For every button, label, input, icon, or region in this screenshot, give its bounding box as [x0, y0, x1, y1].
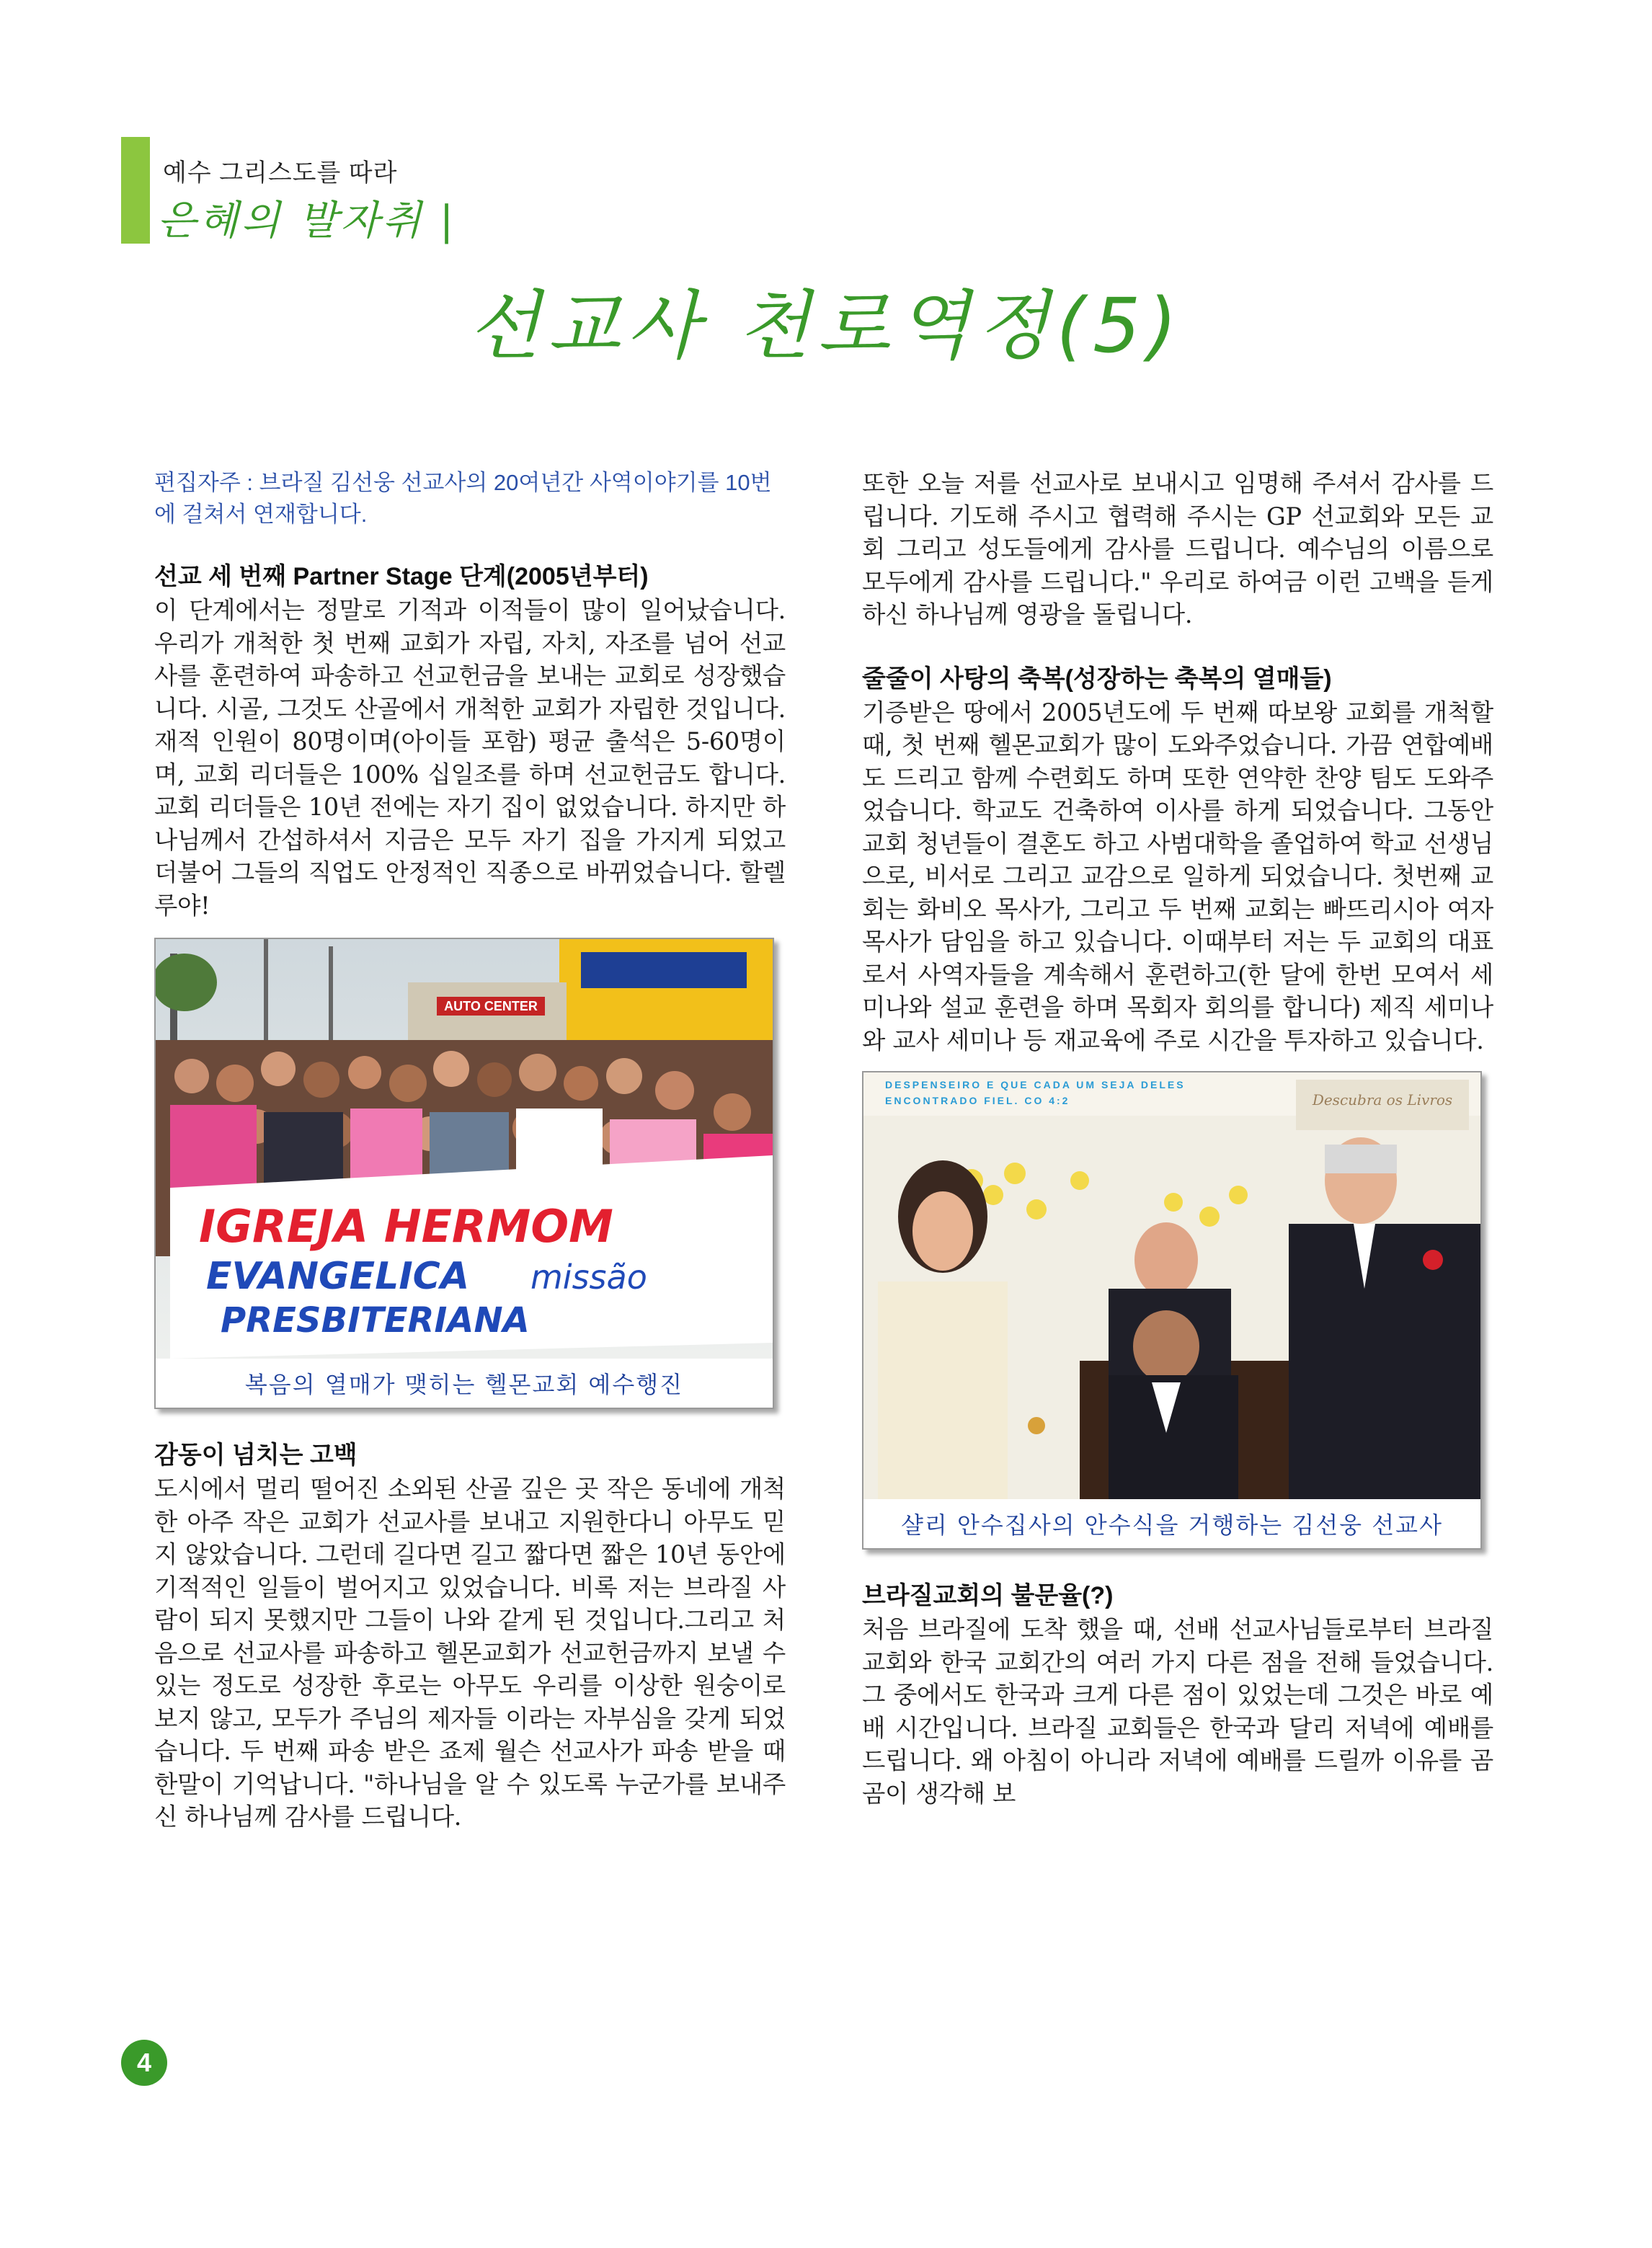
photo-caption: 샬리 안수집사의 안수식을 거행하는 김선웅 선교사 — [863, 1499, 1480, 1548]
right-column — [862, 467, 1493, 1810]
article-paragraph: 기증받은 땅에서 2005년도에 두 번째 따보왕 교회를 개척할 때, 첫 번째 헬몬교회가 많이 도와주었습니다. 가끔 연합예배도 드리고 함께 수련회도 하며 또한 연약한 찬양 팀도 도와주었습니다. 학교도 건축하여 이사를 하게 되었습니다. 그동안 교회 청년들이 결혼도 하고 사범대학을 졸업하여 학교 선생님으로, 비서로 그리고 교감으로 일하게 되었습니다. 첫번째 교회는 화비오 목사가, 그리고 두 번째 교회는 빠뜨리시아 여자 목사가 담임을 하고 있습니다. 이때부터 저는 두 교회의 대표로서 사역자들을 계속해서 훈련하고(한 달에 한번 모여서 세미나와 설교 훈련을 하며 목회자 회의를 합니다) 제직 세미나와 교사 세미나 등 재교육에 주로 시간을 투자하고 있습니다. — [862, 698, 1493, 1054]
ordination-photo-illustration — [863, 1072, 1480, 1499]
march-photo-illustration — [156, 939, 773, 1359]
auto-center-sign: AUTO CENTER — [444, 999, 538, 1013]
section-name: 은혜의 발자취 | — [157, 197, 457, 244]
editor-note: 편집자주 : 브라질 김선웅 선교사의 20여년간 사역이야기를 10번에 걸쳐서 연재합니다. — [154, 470, 772, 527]
march-photo-image — [156, 939, 773, 1359]
wall-text-line-2: ENCONTRADO FIEL. CO 4:2 — [885, 1095, 1070, 1106]
article-paragraph: 또한 오늘 저를 선교사로 보내시고 임명해 주셔서 감사를 드립니다. 기도해 주시고 협력해 주시는 GP 선교회와 모든 교회 그리고 성도들에게 감사를 드립니다. 예수님의 이름으로 모두에게 감사를 드립니다." 우리로 하여금 이런 고백을 듣게 하신 하나님께 영광을 돌립니다. — [862, 469, 1493, 628]
photo-caption: 복음의 열매가 맺히는 헬몬교회 예수행진 — [156, 1359, 773, 1408]
article-paragraph: 이 단계에서는 정말로 기적과 이적들이 많이 일어났습니다. 우리가 개척한 첫 번째 교회가 자립, 자치, 자조를 넘어 선교사를 훈련하여 파송하고 선교헌금을 보내는 교회로 성장했습니다. 시골, 그것도 산골에서 개척한 교회가 자립한 것입니다. 재적 인원이 80명이며(아이들 포함) 평균 출석은 5-60명이며, 교회 리더들은 100% 십일조를 하며 선교헌금도 합니다. 교회 리더들은 10년 전에는 자기 집이 없었습니다. 하지만 하나님께서 간섭하셔서 지금은 모두 자기 집을 가지게 되었고 더불어 그들의 직업도 안정적인 직종으로 바뀌었습니다. 할렐루야! — [154, 596, 786, 920]
banner-line-3: PRESBITERIANA — [221, 1300, 530, 1341]
photo-march — [154, 938, 774, 1409]
wall-text-line-1: DESPENSEIRO E QUE CADA UM SEJA DELES — [885, 1079, 1186, 1090]
section-heading-unwritten-rule: 브라질교회의 불문율(?) — [862, 1582, 1114, 1609]
article-paragraph: 처음 브라질에 도착 했을 때, 선배 선교사님들로부터 브라질 교회와 한국 교회간의 여러 가지 다른 점을 전해 들었습니다. 그 중에서도 한국과 크게 다른 점이 있었는데 그것은 바로 예배 시간입니다. 브라질 교회들은 한국과 달리 저녁에 예배를 드립니다. 왜 아침이 아니라 저녁에 예배를 드릴까 이유를 곰곰이 생각해 보 — [862, 1615, 1493, 1808]
article-paragraph: 도시에서 멀리 떨어진 소외된 산골 깊은 곳 작은 동네에 개척한 아주 작은 교회가 선교사를 보내고 지원한다니 아무도 믿지 않았습니다. 그런데 길다면 길고 짧다면 짧은 10년 동안에 기적적인 일들이 벌어지고 있었습니다. 비록 저는 브라질 사람이 되지 못했지만 그들이 나와 같게 된 것입니다.그리고 처음으로 선교사를 파송하고 헬몬교회가 선교헌금까지 보낼 수 있는 정도로 성장한 후로는 아무도 우리를 이상한 원숭이로 보지 않고, 모두가 주님의 제자들 이라는 자부심을 갖게 되었습니다. 두 번째 파송 받은 죠제 월슨 선교사가 파송 받을 때 한말이 기억납니다. "하나님을 알 수 있도록 누군가를 보내주신 하나님께 감사를 드립니다. — [154, 1475, 786, 1831]
ordination-photo-image — [863, 1072, 1480, 1499]
section-heading-confession: 감동이 넘치는 고백 — [154, 1441, 358, 1469]
left-column — [154, 467, 786, 1834]
page-number: 4 — [121, 2040, 167, 2086]
header-accent-bar — [121, 137, 150, 244]
section-heading-blessings: 줄줄이 사탕의 축복(성장하는 축복의 열매들) — [862, 665, 1332, 693]
banner-line-2: EVANGELICA — [206, 1255, 470, 1298]
banner-line-2-suffix: missão — [530, 1258, 647, 1297]
page-title: 선교사 천로역정(5) — [468, 282, 1184, 370]
paragraph-gap — [862, 631, 1493, 662]
banner-line-1: IGREJA HERMOM — [199, 1200, 613, 1253]
series-title: 예수 그리스도를 따라 — [163, 159, 398, 187]
section-heading-partner-stage: 선교 세 번째 Partner Stage 단계(2005년부터) — [154, 563, 649, 590]
photo-ordination — [862, 1071, 1482, 1550]
poster-text: Descubra os Livros — [1312, 1091, 1453, 1109]
